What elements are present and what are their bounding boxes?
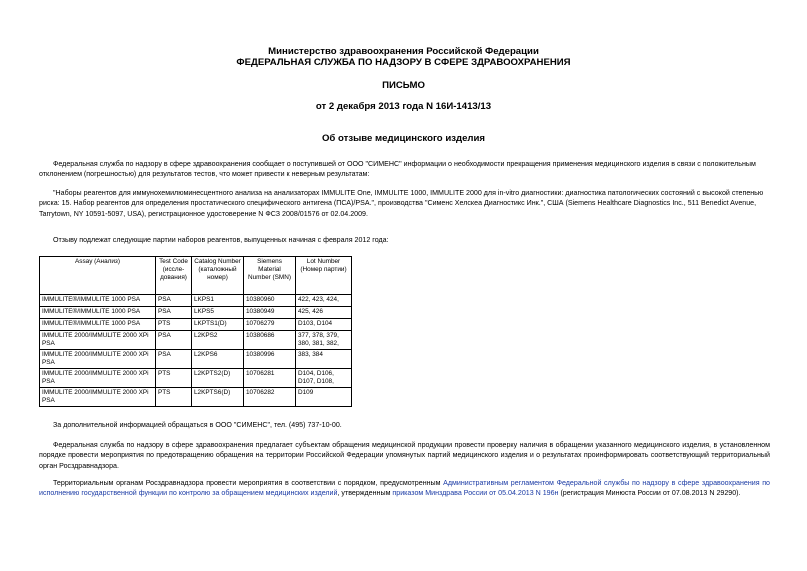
paragraph-proposal: Федеральная служба по надзору в сфере здравоохранения предлагает субъектам обращения медицинской продукции провести проверку наличия в обращении указанного медицинского изделия, в установленном порядке провести мероприятия по предотвращению обращения на территории Российской Федерации упомянутых партий медицинского изделия и о результатах проинформировать соответствующий территориальный орган Росздравнадзора. bbox=[39, 441, 770, 470]
cell-test-code: PTS bbox=[156, 388, 192, 407]
cell-lot: D103, D104 bbox=[296, 319, 352, 331]
paragraph-contact: За дополнительной информацией обращаться в ООО "СИМЕНС", тел. (495) 737-10-00. bbox=[53, 421, 342, 429]
cell-smn: 10706281 bbox=[244, 369, 296, 388]
ministry-name: Министерство здравоохранения Российской Федерации bbox=[268, 46, 539, 57]
paragraph-notice: Федеральная служба по надзору в сфере здравоохранения сообщает о поступившей от ООО "СИМЕНС" информации о необходимости прекращения применения медицинского изделия в связи с положительным отклонением (погрешностью) для результатов тестов, что может привести к неверным результатам: bbox=[39, 160, 756, 179]
header-lot-number: Lot Number (Номер партии) bbox=[296, 257, 352, 295]
cell-test-code: PSA bbox=[156, 350, 192, 369]
cell-assay: IMMULITE®/IMMULITE 1000 PSA bbox=[40, 319, 156, 331]
table-row bbox=[40, 295, 352, 307]
paragraph-instructions bbox=[39, 478, 770, 499]
cell-assay: IMMULITE 2000/IMMULITE 2000 XPi PSA bbox=[40, 388, 156, 407]
lots-table bbox=[39, 256, 352, 407]
cell-catalog: L2KPS6 bbox=[192, 350, 244, 369]
cell-catalog: LKPS5 bbox=[192, 307, 244, 319]
cell-lot: 425, 426 bbox=[296, 307, 352, 319]
cell-catalog: L2KPTS6(D) bbox=[192, 388, 244, 407]
cell-smn: 10380949 bbox=[244, 307, 296, 319]
paragraph-lots-intro: Отзыву подлежат следующие партии наборов реагентов, выпущенных начиная с февраля 2012 года: bbox=[53, 236, 389, 244]
document-type: ПИСЬМО bbox=[382, 80, 425, 91]
document-date-number: от 2 декабря 2013 года N 16И-1413/13 bbox=[315, 101, 492, 112]
cell-catalog: L2KPTS2(D) bbox=[192, 369, 244, 388]
cell-assay: IMMULITE 2000/IMMULITE 2000 XPi PSA bbox=[40, 369, 156, 388]
order-link[interactable]: приказом Минздрава России от 05.04.2013 N 196н bbox=[392, 489, 559, 498]
table-row bbox=[40, 350, 352, 369]
cell-lot: 383, 384 bbox=[296, 350, 352, 369]
header-test-code: Test Code (иссле-дования) bbox=[156, 257, 192, 295]
cell-smn: 10380960 bbox=[244, 295, 296, 307]
table-row bbox=[40, 369, 352, 388]
cell-catalog: LKPTS1(D) bbox=[192, 319, 244, 331]
cell-test-code: PTS bbox=[156, 319, 192, 331]
cell-smn: 10380686 bbox=[244, 331, 296, 350]
cell-smn: 10380996 bbox=[244, 350, 296, 369]
cell-smn: 10706279 bbox=[244, 319, 296, 331]
table-header-row bbox=[40, 257, 352, 295]
cell-test-code: PSA bbox=[156, 331, 192, 350]
instructions-text-a: Территориальным органам Росздравнадзора провести мероприятия в соответствии с порядком, предусмотренным bbox=[53, 479, 444, 487]
cell-smn: 10706282 bbox=[244, 388, 296, 407]
paragraph-product: "Наборы реагентов для иммунохемилюминесцентного анализа на анализаторах IMMULITE One, IMMULITE 1000, IMMULITE 2000 для in-vitro диагностики: диагностика патологических состояний с высокой степенью риска: 15. Набор реагентов для определения простатического специфического антигена (ПСА)/PSA.", производства "Сименс Хелскеа Диагностикс Инк.", США (Siemens Healthcare Diagnostics Inc., 511 Benedict Avenue, Tarrytown, NY 10591-5097, USA), регистрационное удостоверение N ФСЗ 2008/01576 от 02.04.2009. bbox=[39, 189, 764, 218]
header-catalog-number: Catalog Number (каталожный номер) bbox=[192, 257, 244, 295]
table-row bbox=[40, 331, 352, 350]
table-row bbox=[40, 307, 352, 319]
document-subject: Об отзыве медицинского изделия bbox=[321, 133, 486, 144]
cell-assay: IMMULITE 2000/IMMULITE 2000 XPi PSA bbox=[40, 350, 156, 369]
cell-lot: 422, 423, 424, bbox=[296, 295, 352, 307]
cell-test-code: PSA bbox=[156, 295, 192, 307]
cell-assay: IMMULITE®/IMMULITE 1000 PSA bbox=[40, 295, 156, 307]
cell-test-code: PSA bbox=[156, 307, 192, 319]
cell-catalog: LKPS1 bbox=[192, 295, 244, 307]
instructions-text-b: , утвержденным bbox=[337, 489, 393, 498]
table-row bbox=[40, 319, 352, 331]
service-name: ФЕДЕРАЛЬНАЯ СЛУЖБА ПО НАДЗОРУ В СФЕРЕ ЗДРАВООХРАНЕНИЯ bbox=[236, 57, 571, 68]
cell-test-code: PTS bbox=[156, 369, 192, 388]
cell-lot: 377, 378, 379, 380, 381, 382, bbox=[296, 331, 352, 350]
cell-catalog: L2KPS2 bbox=[192, 331, 244, 350]
table-row bbox=[40, 388, 352, 407]
cell-lot: D104, D106, D107, D108, bbox=[296, 369, 352, 388]
regulation-link[interactable]: Административным регламентом Федеральной службы по надзору в сфере здравоохранения по исполнению государственной функции по контролю за обращением медицинских изделий bbox=[39, 479, 770, 498]
header-assay: Assay (Анализ) bbox=[40, 257, 156, 295]
cell-assay: IMMULITE®/IMMULITE 1000 PSA bbox=[40, 307, 156, 319]
cell-assay: IMMULITE 2000/IMMULITE 2000 XPi PSA bbox=[40, 331, 156, 350]
instructions-text-c: (регистрация Минюста России от 07.08.2013 N 29290). bbox=[558, 489, 741, 498]
cell-lot: D109 bbox=[296, 388, 352, 407]
header-smn: Siemens Material Number (SMN) bbox=[244, 257, 296, 295]
